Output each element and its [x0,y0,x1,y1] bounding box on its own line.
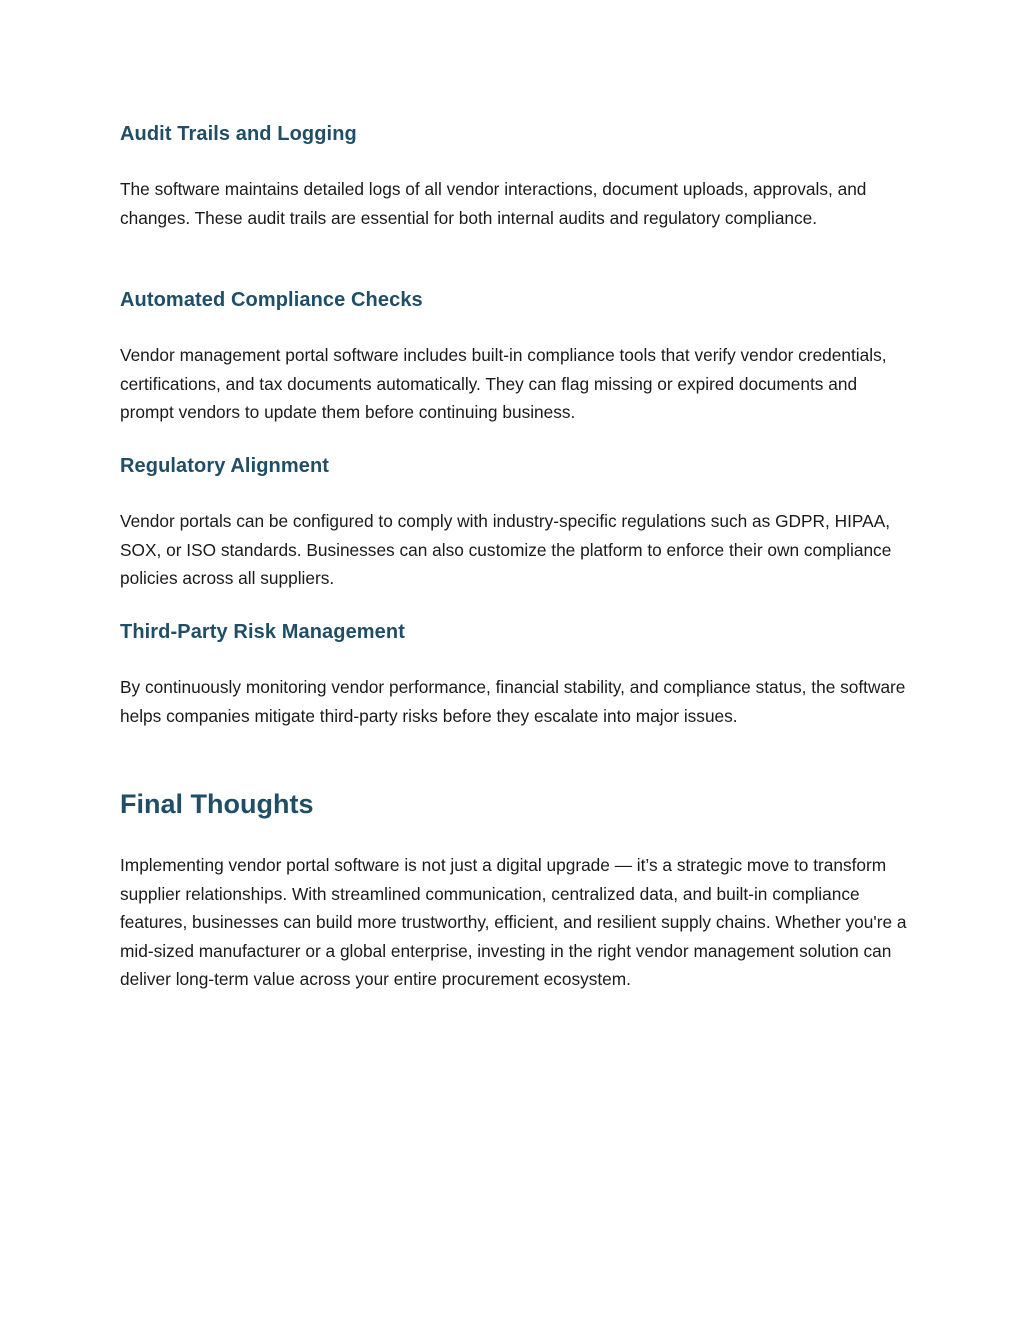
section-heading: Regulatory Alignment [120,455,330,477]
section-regulatory-alignment-body [120,507,910,593]
section-paragraph: Vendor portals can be configured to comply with industry-specific regulations such as GDPR, HIPAA, SOX, or ISO standards. Businesses can also customize the platform to enforce their own compliance policies across all suppliers. [120,511,892,589]
section-paragraph: The software maintains detailed logs of all vendor interactions, document uploads, approvals, and changes. These audit trails are essential for both internal audits and regulatory compliance. [120,179,867,228]
final-thoughts-paragraph: Implementing vendor portal software is not just a digital upgrade — it’s a strategic move to transform supplier relationships. With streamlined communication, centralized data, and built-in compliance features, businesses can build more trustworthy, efficient, and resilient supply chains. Whether you're a mid-sized manufacturer or a global enterprise, investing in the right vendor management solution can deliver long-term value across your entire procurement ecosystem. [120,855,907,990]
section-third-party-risk-body [120,673,910,730]
section-paragraph: By continuously monitoring vendor performance, financial stability, and compliance status, the software helps companies mitigate third-party risks before they escalate into major issues. [120,677,906,726]
section-third-party-risk [120,619,910,645]
section-heading: Automated Compliance Checks [120,289,423,311]
section-audit-trails-body [120,175,910,232]
section-heading: Third-Party Risk Management [120,621,405,643]
final-thoughts-body [120,851,910,994]
section-paragraph: Vendor management portal software includes built-in compliance tools that verify vendor credentials, certifications, and tax documents automatically. They can flag missing or expired documents and prompt vendors to update them before continuing business. [120,345,887,423]
section-automated-compliance-body [120,341,910,427]
final-thoughts-section [120,787,910,821]
section-automated-compliance [120,287,910,313]
section-regulatory-alignment [120,453,910,479]
final-thoughts-heading: Final Thoughts [120,789,314,819]
section-audit-trails [120,121,910,147]
section-heading: Audit Trails and Logging [120,123,357,145]
